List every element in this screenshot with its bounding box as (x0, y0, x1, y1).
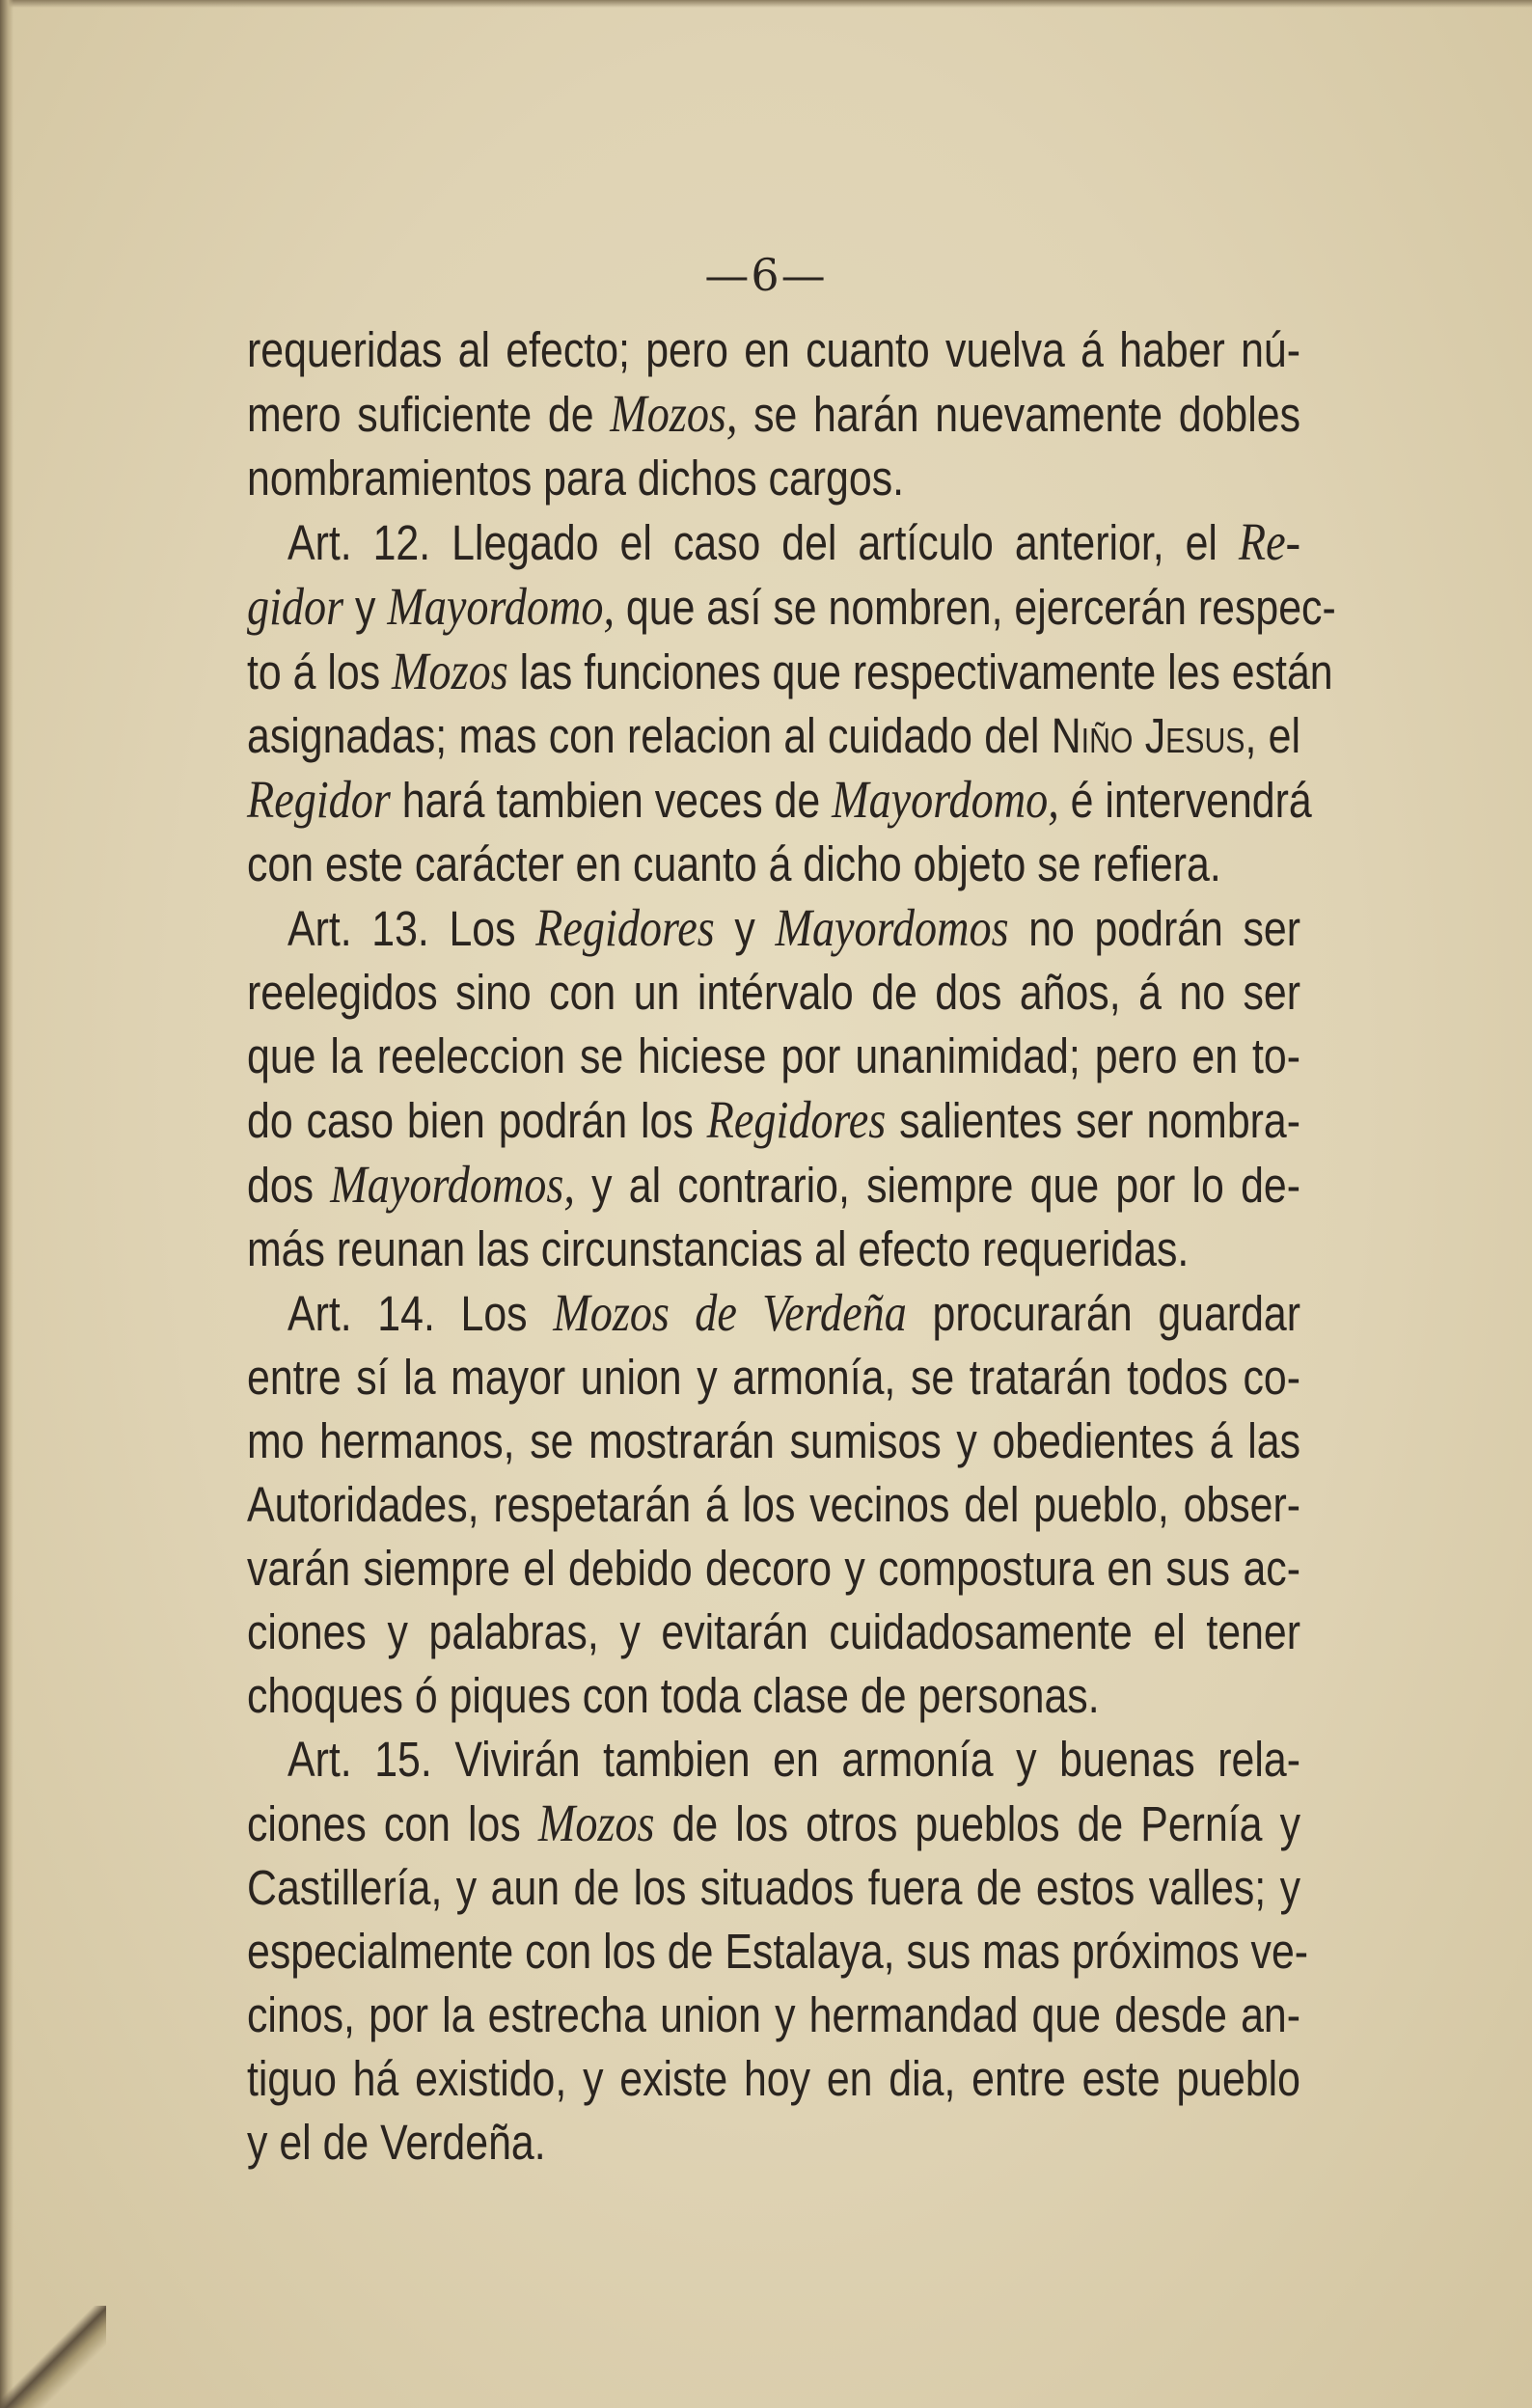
text-run: las funciones que respectivamente les están (507, 644, 1333, 699)
italic-text: Mozos (537, 1793, 655, 1852)
small-caps-text: Niño Jesus (1051, 708, 1245, 763)
text-run: requeridas al efecto; pero en cuanto vuelva á haber nú- (247, 322, 1300, 377)
text-run: Art. 14. Los (287, 1286, 554, 1341)
text-line (247, 961, 1300, 1025)
text-run: ciones con los (247, 1796, 538, 1851)
italic-text: Mayordomo, (387, 577, 616, 636)
text-run: nombramientos para dichos cargos. (247, 451, 905, 506)
text-run: do caso bien podrán los (247, 1093, 707, 1148)
body-text (247, 318, 1336, 2175)
text-run: más reunan las circunstancias al efecto requeridas. (247, 1221, 1190, 1276)
text-line (247, 896, 1300, 961)
text-run: y el de Verdeña. (247, 2115, 546, 2170)
text-run: de los otros pueblos de Pernía y (654, 1796, 1300, 1851)
text-run: , el (1245, 708, 1300, 763)
text-line (247, 1601, 1300, 1664)
page-corner-fold (0, 2306, 106, 2408)
text-run: y (343, 580, 388, 635)
text-line (247, 1025, 1300, 1088)
italic-text: Re- (1238, 512, 1300, 571)
text-line (247, 1281, 1300, 1346)
text-run: no podrán ser (1008, 901, 1300, 956)
text-line (247, 1856, 1300, 1920)
italic-text: Mayordomos, (330, 1155, 575, 1214)
text-line (247, 640, 1333, 704)
italic-text: Regidores (535, 898, 715, 957)
text-run: Autoridades, respetarán á los vecinos del pueblo, obser- (247, 1477, 1300, 1532)
page-left-edge-shadow (0, 0, 14, 2408)
text-run: y al contrario, siempre que por lo de- (574, 1158, 1300, 1213)
text-run: y (714, 901, 776, 956)
text-line (247, 1088, 1300, 1153)
text-run: Art. 13. Los (287, 901, 536, 956)
text-run: con este carácter en cuanto á dicho objeto se refiera. (247, 836, 1221, 891)
text-line (247, 1728, 1300, 1792)
text-line (247, 768, 1312, 833)
page-top-edge-shadow (0, 0, 1532, 8)
text-line (247, 1537, 1300, 1601)
text-run: tiguo há existido, y existe hoy en dia, entre este pueblo (247, 2051, 1300, 2106)
text-run: que así se nombren, ejercerán respec- (615, 580, 1336, 635)
text-run: é intervendrá (1058, 773, 1312, 828)
text-line (247, 447, 1300, 510)
text-run: dos (247, 1158, 331, 1213)
text-run: que la reeleccion se hiciese por unanimidad; pero en to- (247, 1028, 1300, 1083)
italic-text: Mayordomos (775, 898, 1009, 957)
italic-text: Mozos, (610, 384, 738, 443)
text-run: entre sí la mayor union y armonía, se tratarán todos co- (247, 1350, 1300, 1405)
text-line (247, 1664, 1300, 1728)
text-line (247, 704, 1300, 768)
text-line (247, 2047, 1300, 2111)
text-line (247, 833, 1300, 896)
text-run: varán siempre el debido decoro y compostura en sus ac- (247, 1541, 1300, 1596)
text-run: reelegidos sino con un intérvalo de dos años, á no ser (247, 965, 1300, 1020)
italic-text: Regidores (706, 1090, 887, 1149)
text-run: salientes ser nombra- (886, 1093, 1300, 1148)
page-number: —6— (704, 249, 828, 301)
text-line (247, 1218, 1300, 1281)
italic-text: Mozos (392, 642, 508, 700)
text-line (247, 318, 1300, 382)
text-line (247, 1346, 1300, 1409)
text-line (247, 1409, 1300, 1473)
text-run: procurarán guardar (906, 1286, 1300, 1341)
text-line (247, 1153, 1300, 1218)
text-run: especialmente con los de Estalaya, sus mas próximos ve- (247, 1924, 1309, 1979)
text-line (247, 382, 1300, 447)
text-run: to á los (247, 644, 393, 699)
text-line (247, 1473, 1300, 1537)
text-run: ciones y palabras, y evitarán cuidadosamente el tener (247, 1604, 1300, 1659)
text-line (247, 1984, 1300, 2047)
italic-text: Mozos de Verdeña (553, 1283, 907, 1342)
text-run: hará tambien veces de (390, 773, 833, 828)
text-run: Art. 15. Vivirán tambien en armonía y buenas rela- (287, 1732, 1300, 1787)
text-run: mo hermanos, se mostrarán sumisos y obedientes á las (247, 1413, 1300, 1468)
italic-text: Regidor (247, 770, 391, 829)
text-run: se harán nuevamente dobles (737, 387, 1301, 442)
text-run: cinos, por la estrecha union y hermandad que desde an- (247, 1987, 1300, 2042)
text-run: mero suficiente de (247, 387, 611, 442)
text-line (247, 510, 1300, 575)
text-run: choques ó piques con toda clase de personas. (247, 1668, 1100, 1723)
text-line (247, 1792, 1300, 1856)
italic-text: Mayordomo, (832, 770, 1059, 829)
text-line (247, 2111, 1300, 2175)
text-run: Art. 12. Llegado el caso del artículo anterior, el (287, 515, 1239, 570)
text-run: asignadas; mas con relacion al cuidado del (247, 708, 1052, 763)
text-line (247, 1920, 1309, 1984)
text-line (247, 575, 1336, 640)
text-run: Castillería, y aun de los situados fuera de estos valles; y (247, 1860, 1300, 1915)
italic-text: gidor (247, 577, 344, 636)
